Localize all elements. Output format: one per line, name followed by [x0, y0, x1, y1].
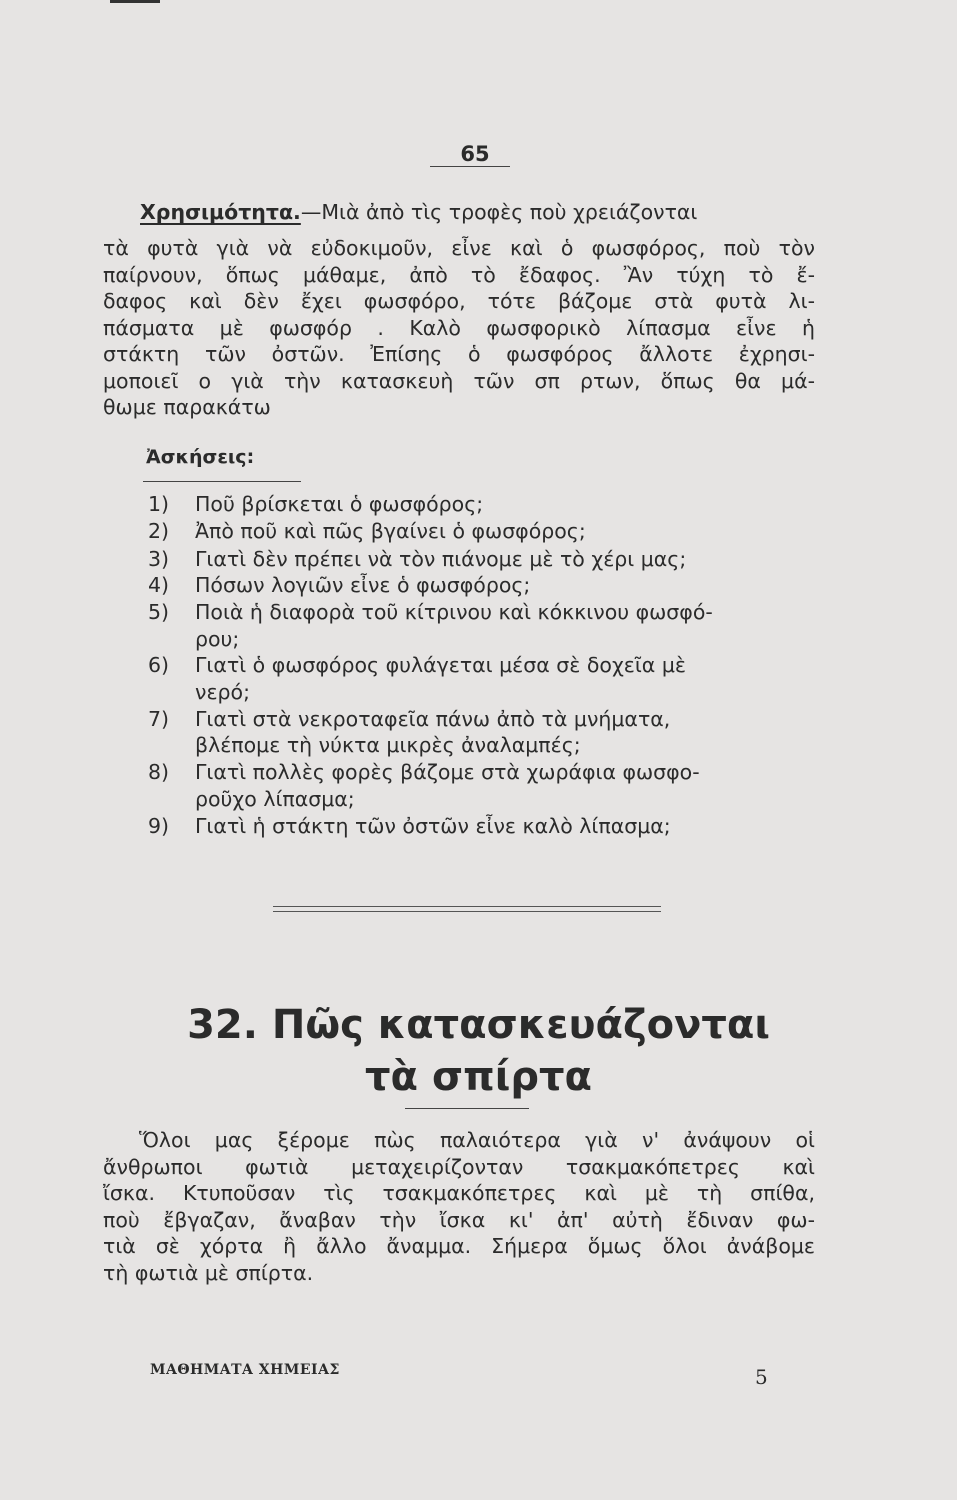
exercise-text: Ποιὰ ἡ διαφορὰ τοῦ κίτρινου καὶ κόκκινου φωσφό-: [195, 600, 713, 624]
exercises-heading: Ἀσκήσεις:: [146, 446, 255, 468]
paragraph-line: τὰ φυτὰ γιὰ νὰ εὐδοκιμοῦν, εἶνε καὶ ὁ φωσφόρος, ποὺ τὸν: [103, 236, 815, 260]
paragraph-line: θωμε παρακάτω: [103, 395, 271, 419]
exercise-text: Πόσων λογιῶν εἶνε ὁ φωσφόρος;: [195, 573, 531, 597]
exercise-number: 4): [148, 573, 170, 597]
exercise-text: Γιατὶ στὰ νεκροταφεῖα πάνω ἀπὸ τὰ μνήματα,: [195, 707, 671, 731]
exercises-heading-underline: [143, 481, 301, 482]
exercise-text-continued: νερό;: [195, 680, 250, 704]
exercise-text-continued: ρου;: [195, 627, 240, 651]
paragraph-line: τιὰ σὲ χόρτα ἢ ἄλλο ἄναμμα. Σήμερα ὅμως ὅλοι ἀνάβομε: [103, 1234, 815, 1258]
paragraph-line: μοποιεῖ ο γιὰ τὴν κατασκευὴ τῶν σπ ρτων, ὅπως θα μά-: [103, 368, 815, 393]
exercise-number: 2): [148, 519, 170, 543]
paragraph-line: ἴσκα. Κτυποῦσαν τὶς τσακμακόπετρες καὶ μὲ τὴ σπίθα,: [103, 1181, 815, 1205]
paragraph-line: Ὅλοι μας ξέρομε πὼς παλαιότερα γιὰ ν' ἀνάψουν οἱ: [139, 1128, 815, 1152]
paragraph-line: τὴ φωτιὰ μὲ σπίρτα.: [103, 1260, 314, 1285]
exercise-text: Γιατὶ δὲν πρέπει νὰ τὸν πιάνομε μὲ τὸ χέρι μας;: [195, 547, 687, 571]
exercise-number: 1): [148, 492, 170, 516]
section1-lead: Χρησιμότητα.: [140, 200, 301, 224]
exercise-text-continued: βλέπομε τὴ νύκτα μικρὲς ἀναλαμπές;: [195, 733, 581, 757]
exercise-number: 9): [148, 814, 170, 838]
footer-signature-number: 5: [755, 1365, 768, 1389]
exercise-number: 5): [148, 600, 170, 624]
exercise-text: Ποῦ βρίσκεται ὁ φωσφόρος;: [195, 492, 484, 516]
exercise-number: 6): [148, 653, 170, 677]
exercise-number: 3): [148, 547, 170, 571]
section2-paragraph: [103, 1127, 815, 1286]
exercise-text: Ἀπὸ ποῦ καὶ πῶς βγαίνει ὁ φωσφόρος;: [195, 519, 586, 543]
top-edge-mark: [110, 0, 160, 3]
chapter-title: 32. Πῶς κατασκευάζονται: [187, 1002, 770, 1048]
paragraph-line: ἄνθρωποι φωτιὰ μεταχειρίζονταν τσακμακόπετρες καὶ: [103, 1154, 815, 1179]
section1-first-line-text: —Μιὰ ἀπὸ τὶς τροφὲς ποὺ χρειάζονται: [300, 200, 698, 224]
page-number: 65: [460, 142, 490, 166]
page-number-underline: [430, 166, 510, 167]
exercise-number: 7): [148, 707, 170, 731]
exercise-text-continued: ροῦχο λίπασμα;: [195, 787, 355, 811]
exercise-text: Γιατὶ ἡ στάκτη τῶν ὀστῶν εἶνε καλὸ λίπασμα;: [195, 814, 671, 838]
paragraph-line: ποὺ ἔβγαζαν, ἄναβαν τὴν ἴσκα κι' ἀπ' αὐτὴ ἔδιναν φω-: [103, 1207, 815, 1232]
chapter-title-underline: [405, 1108, 529, 1109]
section1-paragraph: [103, 235, 815, 421]
paragraph-line: πάσματα μὲ φωσφόρ . Καλὸ φωσφορικὸ λίπασμα εἶνε ἡ: [103, 315, 815, 340]
chapter-title-line2: τὰ σπίρτα: [365, 1054, 592, 1100]
section-separator: [273, 906, 661, 907]
paragraph-line: στάκτη τῶν ὀστῶν. Ἐπίσης ὁ φωσφόρος ἄλλοτε ἐχρησι-: [103, 342, 815, 366]
section1-first-line: [140, 200, 815, 224]
exercise-text: Γιατὶ ὁ φωσφόρος φυλάγεται μέσα σὲ δοχεῖα μὲ: [195, 653, 686, 677]
footer-book-title: ΜΑΘΗΜΑΤΑ ΧΗΜΕΙΑΣ: [150, 1362, 340, 1378]
paragraph-line: παίρνουν, ὅπως μάθαμε, ἀπὸ τὸ ἔδαφος. Ἂν τύχη τὸ ἔ-: [103, 262, 815, 287]
paragraph-line: δαφος καὶ δὲν ἔχει φωσφόρο, τότε βάζομε στὰ φυτὰ λι-: [103, 289, 815, 313]
exercise-number: 8): [148, 760, 170, 784]
exercise-text: Γιατὶ πολλὲς φορὲς βάζομε στὰ χωράφια φωσφο-: [195, 760, 700, 784]
section-separator: [273, 911, 661, 912]
